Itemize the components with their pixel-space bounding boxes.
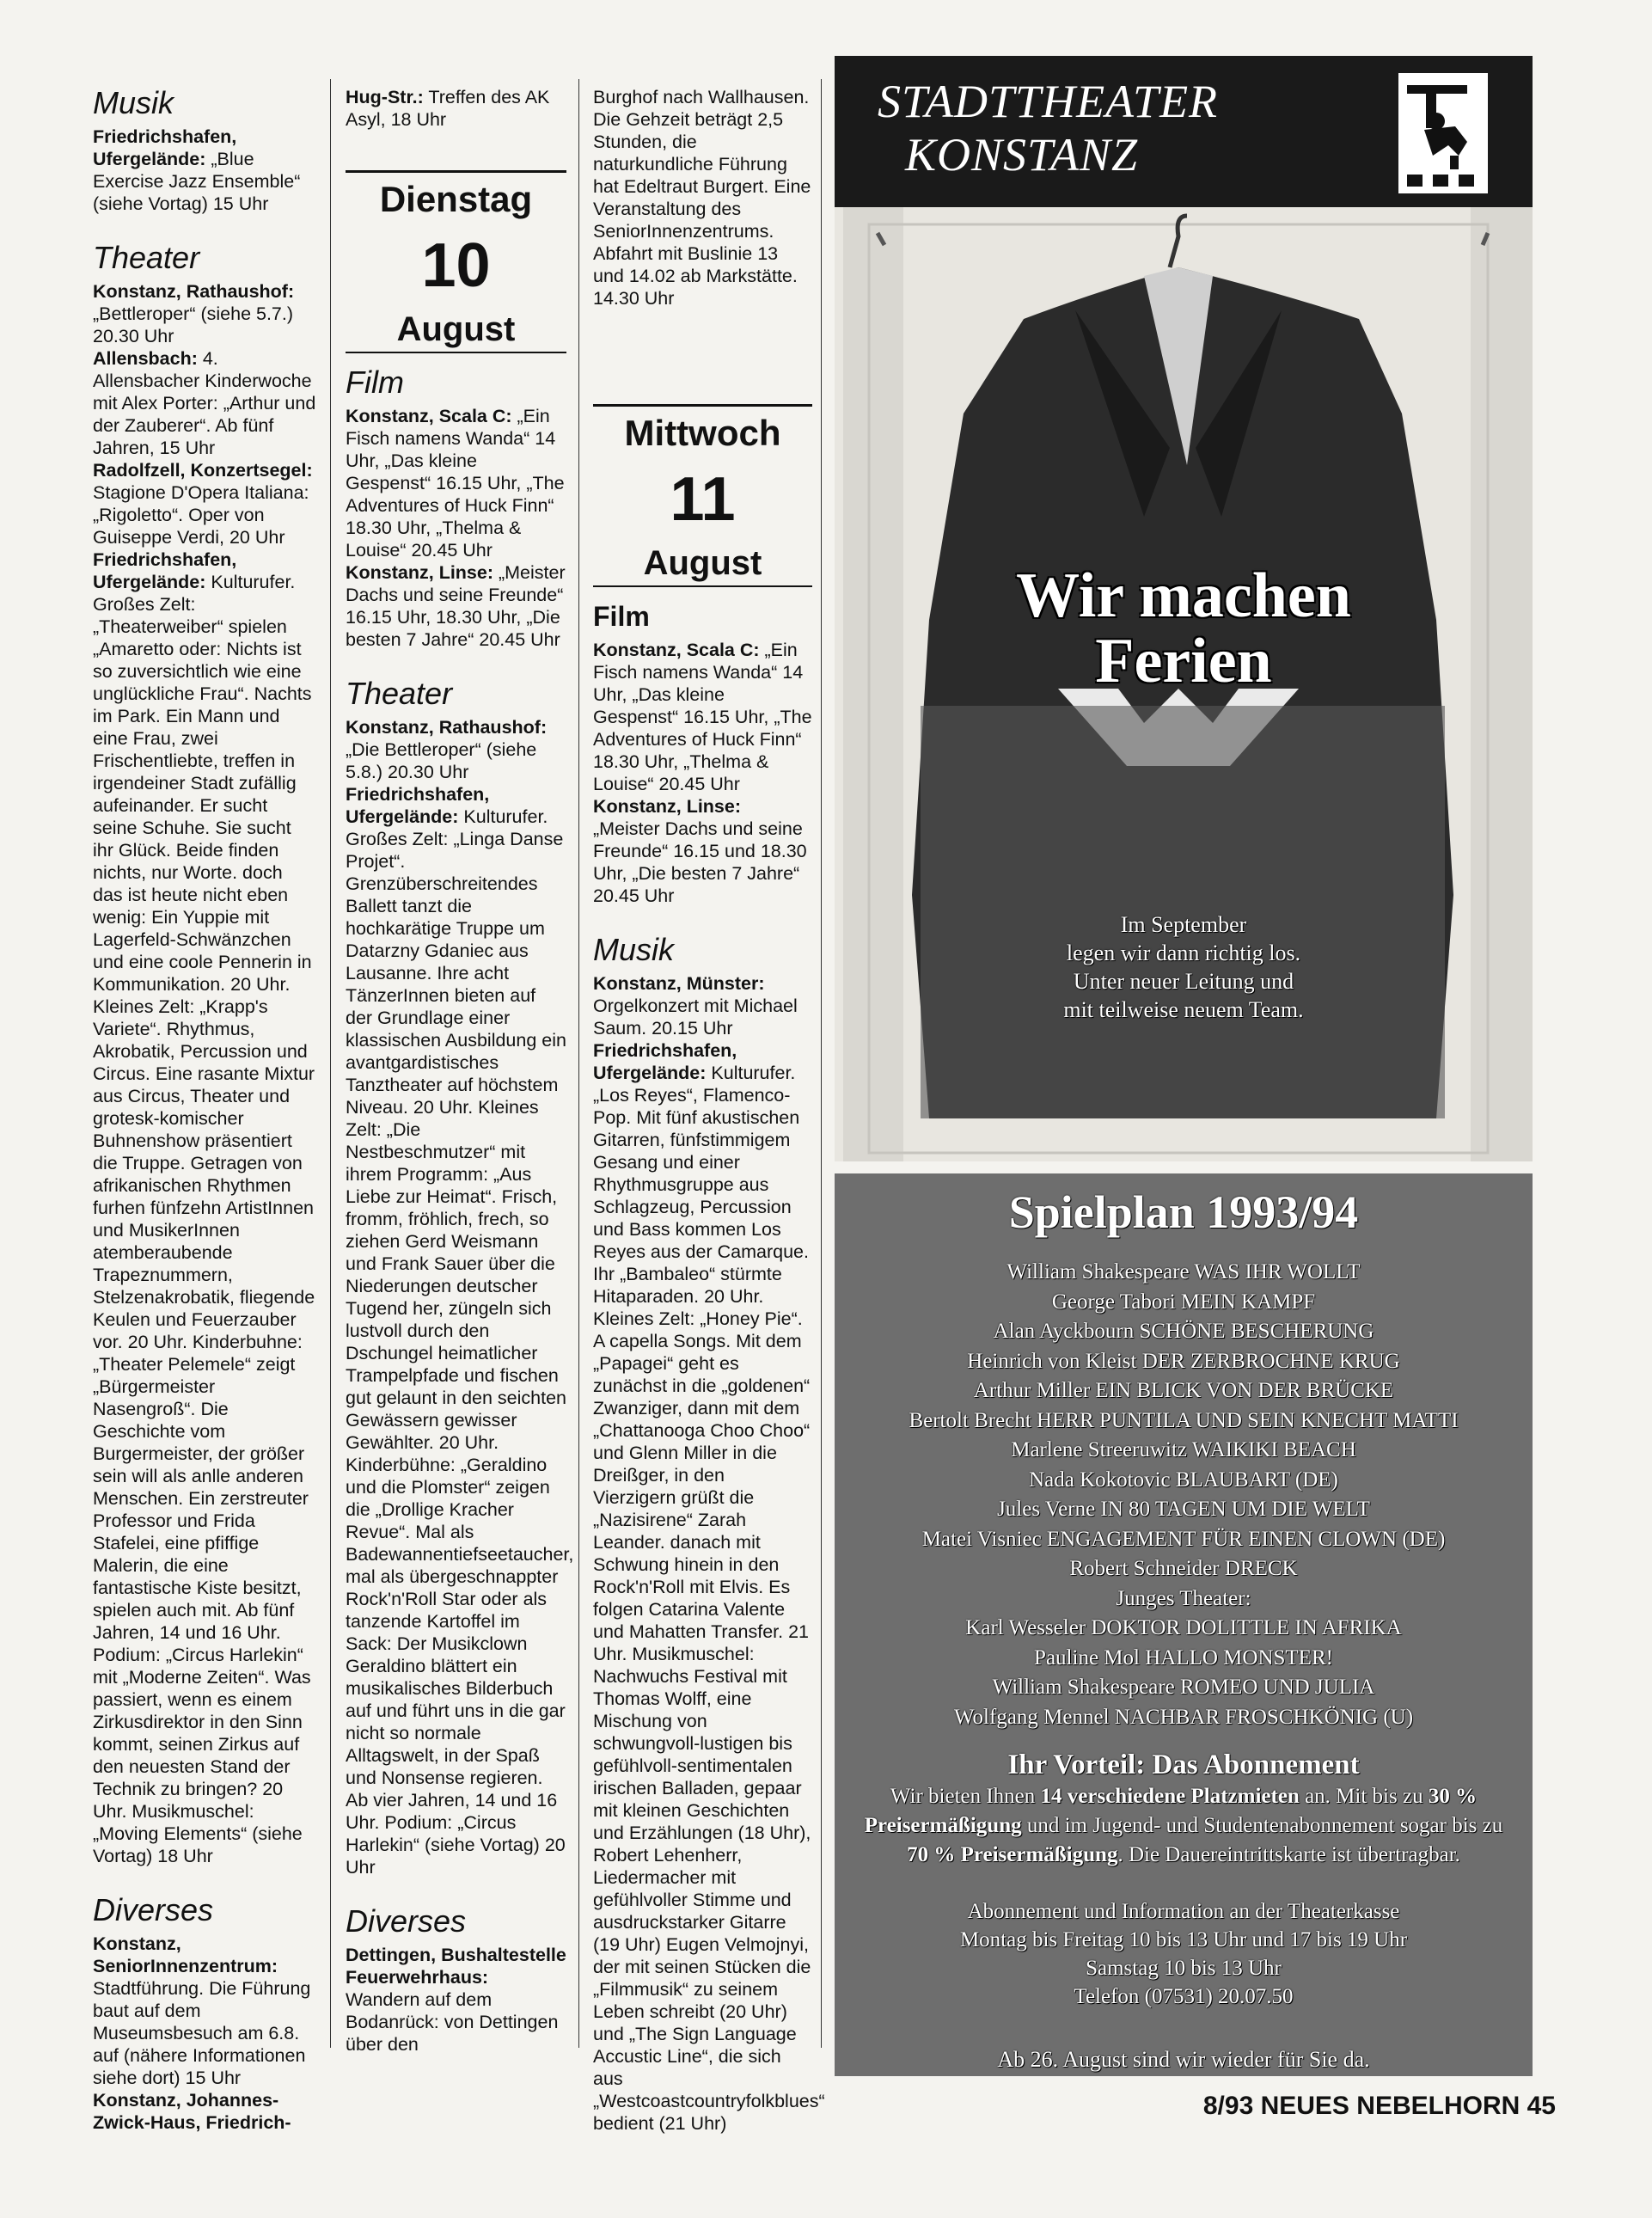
ferien-headline: Wir machen Ferien xyxy=(1016,561,1351,696)
section-heading-diverses: Diverses xyxy=(93,1892,214,1927)
theater-logo-icon xyxy=(1398,73,1488,193)
section-heading-musik: Musik xyxy=(593,932,675,967)
play-item: Wolfgang Mennel NACHBAR FROSCHKÖNIG (U) xyxy=(953,1705,1414,1729)
column-rule xyxy=(578,79,579,2048)
listing: Konstanz, Münster: Orgelkonzert mit Michael Saum. 20.15 Uhr xyxy=(593,973,798,1039)
spielplan-title: Spielplan 1993/94 xyxy=(1008,1186,1359,1238)
listing: Dettingen, Bushaltestelle Feuerwehrhaus: Wandern auf dem Bodanrück: von Dettingen über den xyxy=(346,1945,566,2055)
play-item: Heinrich von Kleist DER ZERBROCHNE KRUG xyxy=(967,1349,1400,1373)
ad-header xyxy=(835,56,1533,207)
column-3 xyxy=(593,86,825,2135)
play-item: Junges Theater: xyxy=(1116,1586,1251,1610)
play-item: Nada Kokotovic BLAUBART (DE) xyxy=(1029,1467,1338,1492)
page-footer: 8/93 NEUES NEBELHORN 45 xyxy=(1202,2092,1556,2120)
day-number: 10 xyxy=(421,231,491,300)
section-heading-theater: Theater xyxy=(93,240,200,275)
return-note: Ab 26. August sind wir wieder für Sie da. xyxy=(997,2047,1370,2072)
listing: Konstanz, Rathaushof: „Die Bettleroper“ (siehe 5.8.) 20.30 Uhr xyxy=(346,717,548,782)
play-item: Pauline Mol HALLO MONSTER! xyxy=(1034,1645,1333,1670)
play-item: Alan Ayckbourn SCHÖNE BESCHERUNG xyxy=(993,1320,1374,1343)
listing: Radolfzell, Konzertsegel: Stagione D'Opera Italiana: „Rigoletto“. Oper von Guiseppe Verdi, 20 Uhr xyxy=(93,460,313,548)
listing: Konstanz, SeniorInnenzentrum: Stadtführung. Die Führung baut auf dem Museumsbesuch am 6.8. auf (nähere Informationen siehe dort) 15 Uhr xyxy=(93,1933,311,2088)
listing: Friedrichshafen, Ufergelände: „Blue Exercise Jazz Ensemble“ (siehe Vortag) 15 Uhr xyxy=(93,126,301,214)
listing: Konstanz, Linse: „Meister Dachs und seine Freunde“ 16.15 und 18.30 Uhr, „Die besten 7 Jahre“ 20.45 Uhr xyxy=(593,796,807,906)
play-list xyxy=(835,1258,1533,1732)
day-month: August xyxy=(396,310,516,348)
listing: Friedrichshafen, Ufergelände: Kulturufer. Großes Zelt: „Theaterweiber“ spielen „Amaretto oder: Nichts ist so zuversichtlich wie eine unglückliche Frau“. Nachts im Park. Ein Mann und eine Frau, zwei Frischentliebte, treffen in irgendeiner Stadt zufällig aufeinander. Er sucht seine Schuhe. Sie sucht ihr Glück. Beide finden nichts, nur Worte. doch das ist heute nicht eben wenig: Ein Yuppie mit Lagerfeld-Schwänzchen und eine coole Pennerin in Kommunikation. 20 Uhr. Kleines Zelt: „Krapp's Variete“. Rhythmus, Akrobatik, Percussion und Circus. Eine rasante Mixtur aus Circus, Theater und grotesk-komischer Buhnenshow präsentiert die Truppe. Getragen von afrikanischen Rhythmen furhen fünfzehn ArtistInnen und MusikerInnen atemberaubende Trapeznummern, Stelzenakrobatik, fliegende Keulen und Feuerzauber vor. 20 Uhr. Kinderbuhne: „Theater Pelemele“ zeigt „Bürgermeister Nasengroß“. Die Geschichte vom Burgermeister, der größer sein will als anlle anderen Menschen. Ein zerstreuter Professor und Frida Stafelei, eine pfiffige Malerin, die eine fantastische Kiste besitzt, spielen auch mit. Ab fünf Jahren, 14 und 16 Uhr. Podium: „Circus Harlekin“ mit „Moderne Zeiten“. Was passiert, wenn es einem Zirkusdirektor in den Sinn kommt, seinen Zirkus auf den neuesten Stand der Technik zu bringen? 20 Uhr. Musikmuschel: „Moving Elements“ (siehe Vortag) 18 Uhr xyxy=(93,549,315,1866)
listing: Konstanz, Scala C: „Ein Fisch namens Wanda“ 14 Uhr, „Das kleine Gespenst“ 16.15 Uhr, „The Adventures of Huck Finn“ 18.30 Uhr, „Thelma & Louise“ 20.45 Uhr xyxy=(346,406,565,561)
column-rule xyxy=(330,79,331,2048)
day-header-wednesday xyxy=(593,404,812,587)
listing: Friedrichshafen, Ufergelände: Kulturufer. „Los Reyes“, Flamenco-Pop. Mit fünf akustischen Gitarren, fünfstimmigem Gesang und einer Rhythmusgruppe aus Schlagzeug, Percussion und Bass kommen Los Reyes aus der Camarque. Ihr „Bambaleo“ stürmte Hitaparaden. 20 Uhr. Kleines Zelt: „Honey Pie“. A capella Songs. Mit dem „Papagei“ geht es zunächst in die „goldenen“ Zwanziger, dann mit dem „Chattanooga Choo Choo“ und Glenn Miller in die Dreißger, in den Vierzigern grüßt die „Nazisirene“ Zarah Leander. danach mit Schwung hinein in den Rock'n'Roll mit Elvis. Es folgen Catarina Valente und Mahatten Transfer. 21 Uhr. Musikmuschel: Nachwuchs Festival mit Thomas Wolff, eine Mischung von schwungvoll-lustigen bis gefühlvoll-sentimentalen irischen Balladen, gepaar mit kleinen Geschichten und Erzählungen (18 Uhr), Robert Lehenherr, Liedermacher mit gefühlvoller Stimme und ausdruckstarker Gitarre (19 Uhr) Eugen Velmojnyi, der mit seinen Stücken die „Filmmusik“ zu seinem Leben schreibt (20 Uhr) und „The Sign Language Accustic Line“, die sich aus „Westcoastcountryfolkblues“ bedient (21 Uhr) xyxy=(593,1040,825,2134)
coat-hanger-photo xyxy=(835,207,1533,1161)
day-name: Mittwoch xyxy=(624,413,781,453)
column-2 xyxy=(346,86,574,2056)
day-header-tuesday xyxy=(346,170,566,353)
september-note: Im September legen wir dann richtig los. Unter neuer Leitung und mit teilweise neuem Team. xyxy=(1063,912,1304,1022)
section-heading-film: Film xyxy=(593,601,650,632)
listing: Konstanz, Johannes-Zwick-Haus, Friedrich- xyxy=(93,2090,291,2133)
play-item: Marlene Streeruwitz WAIKIKI BEACH xyxy=(1011,1438,1356,1461)
play-item: William Shakespeare ROMEO UND JULIA xyxy=(992,1676,1375,1699)
section-heading-theater: Theater xyxy=(346,676,453,711)
box-office-info: Abonnement und Information an der Theaterkasse Montag bis Freitag 10 bis 13 Uhr und 17 bis 19 Uhr Samstag 10 bis 13 Uhr Telefon (07531) 20.07.50 xyxy=(959,1900,1408,2008)
listing: Burghof nach Wallhausen. Die Gehzeit beträgt 2,5 Stunden, die naturkundliche Führung hat Edeltraut Burgert. Eine Veranstaltung des SeniorInnenzentrums. Abfahrt mit Buslinie 13 und 14.02 ab Markstätte. 14.30 Uhr xyxy=(593,87,811,309)
section-heading-musik: Musik xyxy=(93,85,174,120)
play-item: George Tabori MEIN KAMPF xyxy=(1051,1290,1316,1314)
play-item: Jules Verne IN 80 TAGEN UM DIE WELT xyxy=(997,1498,1370,1521)
day-number: 11 xyxy=(670,465,736,534)
day-name: Dienstag xyxy=(379,179,533,219)
column-1 xyxy=(93,86,316,2134)
spielplan-box xyxy=(835,1173,1533,2076)
stadttheater-advertisement xyxy=(835,56,1533,2076)
abonnement-text: Wir bieten Ihnen 14 verschiedene Platzmieten an. Mit bis zu 30 % Preisermäßigung und im Jugend- und Studentenabonnement sogar bis zu 70 % Preisermäßigung. Die Dauereintrittskarte ist übertragbar. xyxy=(864,1785,1503,1866)
ad-title: STADTTHEATER KONSTANZ xyxy=(878,76,1219,181)
play-item: Matei Visniec ENGAGEMENT FÜR EINEN CLOWN (DE) xyxy=(921,1527,1446,1551)
column-rule xyxy=(821,79,822,2048)
play-item: Karl Wesseler DOKTOR DOLITTLE IN AFRIKA xyxy=(965,1616,1402,1639)
listing: Konstanz, Rathaushof: „Bettleroper“ (siehe 5.7.) 20.30 Uhr xyxy=(93,281,295,346)
listing: Friedrichshafen, Ufergelände: Kulturufer. Großes Zelt: „Linga Danse Projet“. Grenzüberschreitendes Ballett tanzt die hochkarätige Truppe um Datarzny Gdaniec aus Lausanne. Ihre acht TänzerInnen bieten auf der Grundlage einer klassischen Ausbildung ein avantgardistisches Tanztheater auf höchstem Niveau. 20 Uhr. Kleines Zelt: „Die Nestbeschmutzer“ mit ihrem Programm: „Aus Liebe zur Heimat“. Frisch, fromm, fröhlich, frech, so ziehen Gerd Weismann und Frank Sauer über die Niederungen deutscher Tugend her, züngeln sich lustvoll durch den Dschungel heimatlicher Trampelpfade und fischen gut gelaunt in den seichten Gewässern gewisser Gewählter. 20 Uhr. Kinderbühne: „Geraldino und die Plomster“ zeigen die „Drollige Kracher Revue“. Mal als Badewannentiefseetaucher, mal als übergeschnappter Rock'n'Roll Star oder als tanzende Kartoffel im Sack: Der Musikclown Geraldino blättert ein musikalisches Bilderbuch auf und führt uns in die gar nicht so normale Alltagswelt, in der Spaß und Nonsense regieren. Ab vier Jahren, 14 und 16 Uhr. Podium: „Circus Harlekin“ (siehe Vortag) 20 Uhr xyxy=(346,784,574,1878)
listing: Konstanz, Linse: „Meister Dachs und seine Freunde“ 16.15 Uhr, 18.30 Uhr, „Die besten 7 Jahre“ 20.45 Uhr xyxy=(346,562,566,650)
section-heading-diverses: Diverses xyxy=(346,1903,467,1939)
play-item: Bertolt Brecht HERR PUNTILA UND SEIN KNECHT MATTI xyxy=(909,1408,1459,1432)
play-item: Robert Schneider DRECK xyxy=(1069,1557,1298,1580)
day-month: August xyxy=(643,544,762,582)
listing: Konstanz, Scala C: „Ein Fisch namens Wanda“ 14 Uhr, „Das kleine Gespenst“ 16.15 Uhr, „The Adventures of Huck Finn“ 18.30 Uhr, „Thelma & Louise“ 20.45 Uhr xyxy=(593,640,812,794)
section-heading-film: Film xyxy=(346,365,404,400)
play-item: William Shakespeare WAS IHR WOLLT xyxy=(1006,1260,1361,1284)
listing: Allensbach: 4. Allensbacher Kinderwoche mit Alex Porter: „Arthur und der Zauberer“. Ab fünf Jahren, 15 Uhr xyxy=(93,348,316,458)
play-item: Arthur Miller EIN BLICK VON DER BRÜCKE xyxy=(973,1379,1394,1402)
abonnement-title: Ihr Vorteil: Das Abonnement xyxy=(1007,1749,1360,1780)
listing: Hug-Str.: Treffen des AK Asyl, 18 Uhr xyxy=(346,87,550,130)
